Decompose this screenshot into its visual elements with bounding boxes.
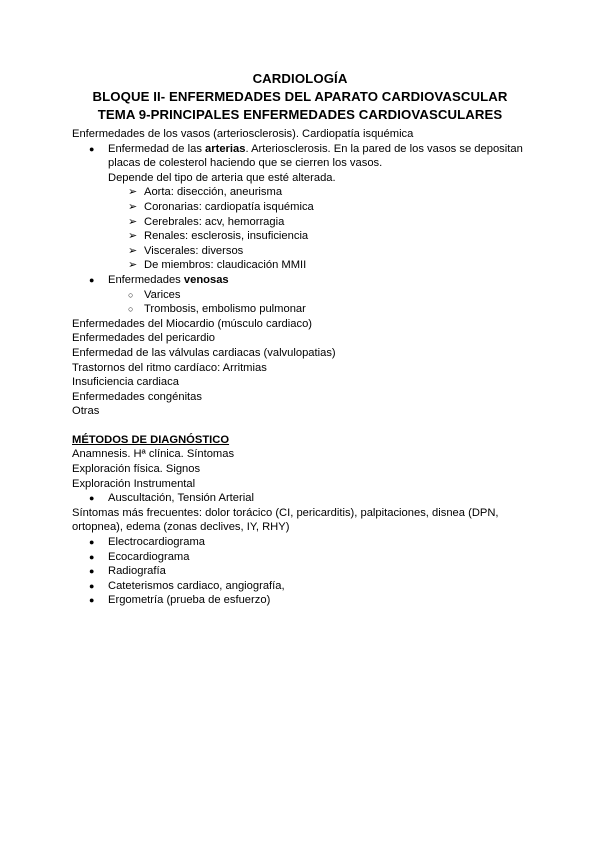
bullet-marker: ● <box>89 551 95 562</box>
other-disease: Trastornos del ritmo cardíaco: Arritmias <box>72 361 267 374</box>
arterias-bullet: ● Enfermedad de las arterias. Arteriosclerosis. En la pared de los vasos se depositan placas de colesterol haciendo que se cierren los vasos. <box>89 142 523 170</box>
title-tema: TEMA 9-PRINCIPALES ENFERMEDADES CARDIOVASCULARES <box>97 107 503 122</box>
auscultacion-bullet: ● Auscultación, Tensión Arterial <box>89 492 254 505</box>
title-block <box>0 70 600 124</box>
bullet-marker: ● <box>89 274 95 285</box>
diagnostic-line: Exploración Instrumental <box>72 477 196 490</box>
sintomas-paragraph: Síntomas más frecuentes: dolor torácico (CI, pericarditis), palpitaciones, disnea (DPN, ortopnea), edema (zonas declives, IY, RHY) <box>72 506 499 534</box>
other-disease: Enfermedades del pericardio <box>72 332 216 345</box>
other-disease: Enfermedad de las válvulas cardiacas (valvulopatias) <box>72 346 336 359</box>
arrow-icon: ➢ <box>128 200 138 213</box>
arrow-icon: ➢ <box>128 186 138 199</box>
other-disease: Insuficiencia cardiaca <box>72 376 179 389</box>
venosas-bullet: ● Enfermedades venosas <box>89 273 229 286</box>
depende-line: Depende del tipo de arteria que esté alterada. <box>108 171 336 184</box>
diagnostic-line: Anamnesis. Hª clínica. Síntomas <box>72 448 235 461</box>
arrow-icon: ➢ <box>128 230 138 243</box>
bullet-marker: ● <box>89 493 95 504</box>
venosas-bold: venosas <box>183 273 229 286</box>
venosa-item: ○ Trombosis, embolismo pulmonar <box>128 303 306 316</box>
arrow-icon: ➢ <box>128 259 138 272</box>
test-item: ● Radiografía <box>89 565 166 578</box>
arteria-item: ➢ Coronarias: cardiopatía isquémica <box>128 200 314 213</box>
bullet-marker: ● <box>89 537 95 548</box>
circle-icon: ○ <box>128 304 134 315</box>
arrow-icon: ➢ <box>128 215 138 228</box>
test-item: ● Ecocardiograma <box>89 550 190 563</box>
document-body <box>72 127 532 608</box>
test-item: ● Electrocardiograma <box>89 536 206 549</box>
circle-icon: ○ <box>128 289 134 300</box>
title-bloque: BLOQUE II- ENFERMEDADES DEL APARATO CARDIOVASCULAR <box>92 89 508 104</box>
title-cardiologia: CARDIOLOGÍA <box>252 71 348 86</box>
other-disease: Otras <box>72 405 100 418</box>
arteria-item: ➢ Viscerales: diversos <box>128 244 244 257</box>
arteria-item: ➢ De miembros: claudicación MMII <box>128 259 307 272</box>
arteria-item: ➢ Aorta: disección, aneurisma <box>128 186 283 199</box>
bullet-marker: ● <box>89 595 95 606</box>
arteria-item: ➢ Cerebrales: acv, hemorragia <box>128 215 285 228</box>
intro-line: Enfermedades de los vasos (arteriosclerosis). Cardiopatía isquémica <box>72 128 414 140</box>
test-item: ● Ergometría (prueba de esfuerzo) <box>89 594 271 607</box>
diagnostic-line: Exploración física. Signos <box>72 463 201 476</box>
other-disease: Enfermedades congénitas <box>72 390 202 403</box>
section-heading-diagnostico: MÉTODOS DE DIAGNÓSTICO <box>72 433 230 446</box>
arterias-bold: arterias <box>205 142 246 155</box>
venosa-item: ○ Varices <box>128 288 181 301</box>
other-disease: Enfermedades del Miocardio (músculo cardiaco) <box>72 317 313 330</box>
test-item: ● Cateterismos cardiaco, angiografía, <box>89 579 285 592</box>
bullet-marker: ● <box>89 566 95 577</box>
bullet-marker: ● <box>89 580 95 591</box>
bullet-marker: ● <box>89 143 95 154</box>
arrow-icon: ➢ <box>128 244 138 257</box>
arteria-item: ➢ Renales: esclerosis, insuficiencia <box>128 230 309 243</box>
